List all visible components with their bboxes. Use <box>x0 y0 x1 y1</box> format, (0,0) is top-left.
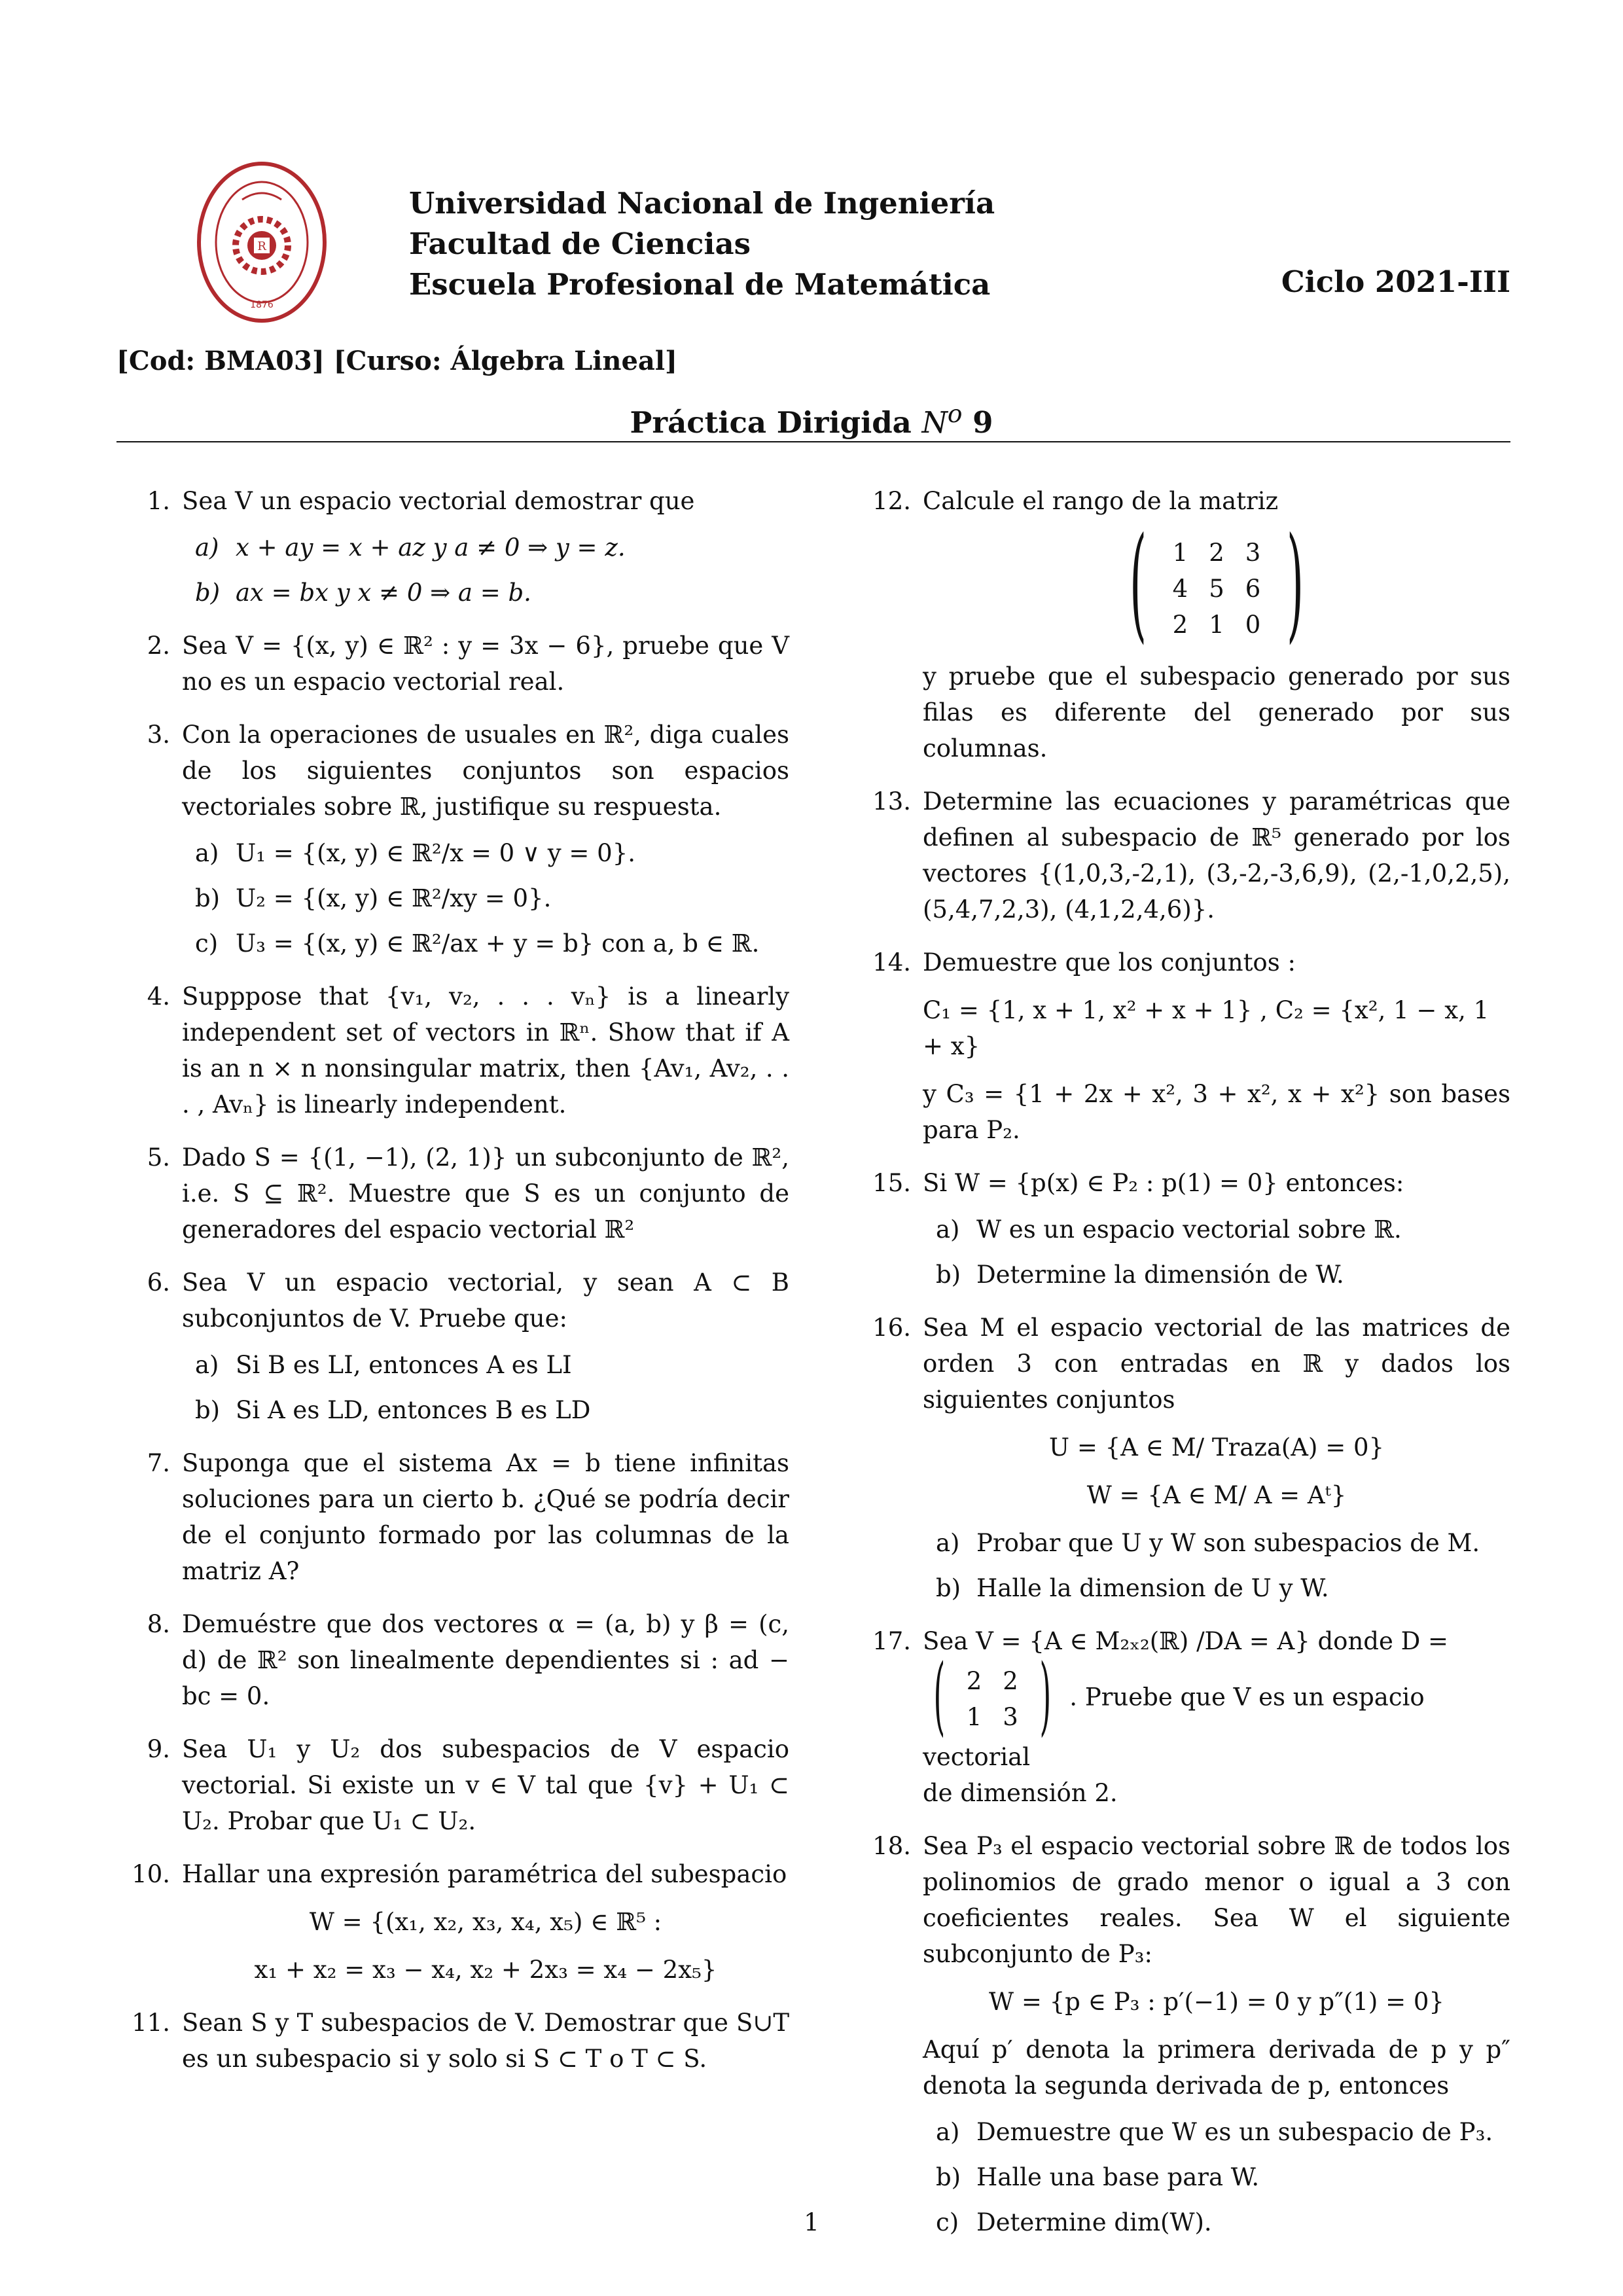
equation: W = {A ∈ M/ A = Aᵗ} <box>1086 1481 1347 1509</box>
school-name: Escuela Profesional de Matemática <box>409 267 991 302</box>
problem-5: 5. Dado S = {(1, −1), (2, 1)} un subconjunto de ℝ², i.e. S ⊆ ℝ². Muestre que S es un conjunto de generadores del espacio vectorial ℝ² <box>147 1143 789 1244</box>
problem-16: 16. Sea M el espacio vectorial de las matrices de orden 3 con entradas en ℝ y dados los siguientes conjuntos U = {A ∈ M/ Traza(A) = 0} W = {A ∈ M/ A = Aᵗ} a) Probar que U y W son subespacios de M. b) Halle la dimension de U y W. <box>872 1314 1510 1602</box>
problem-15: 15. Si W = {p(x) ∈ P₂ : p(1) = 0} entonces: a) W es un espacio vectorial sobre ℝ. b) Determine la dimensión de W. <box>872 1169 1404 1289</box>
problem-10: 10. Hallar una expresión paramétrica del subespacio W = {(x₁, x₂, x₃, x₄, x₅) ∈ ℝ⁵ : x₁ + x₂ = x₃ − x₄, x₂ + 2x₃ = x₄ − 2x₅} <box>116 1856 789 1988</box>
equation: W = {(x₁, x₂, x₃, x₄, x₅) ∈ ℝ⁵ : <box>309 1908 662 1936</box>
problem-11: 11. Sean S y T subespacios de V. Demostrar que S∪T es un subespacio si y solo si S ⊂ T o T ⊂ S. <box>132 2009 789 2073</box>
problem-8: 8. Demuéstre que dos vectores α = (a, b) y β = (c, d) de ℝ² son linealmente dependientes si : ad − bc = 0. <box>147 1610 789 1710</box>
left-column <box>116 483 789 2094</box>
title-divider <box>116 441 1510 442</box>
problem-7: 7. Suponga que el sistema Ax = b tiene infinitas soluciones para un cierto b. ¿Qué se podría decir de el conjunto formado por las columnas de la matriz A? <box>147 1449 789 1585</box>
course-code: [Cod: BMA03] [Curso: Álgebra Lineal] <box>116 346 677 376</box>
problem-1: 1. Sea V un espacio vectorial demostrar que a) x + ay = x + az y a ≠ 0 ⇒ y = z. b) ax = bx y x ≠ 0 ⇒ a = b. <box>147 487 695 607</box>
university-seal-logo <box>196 160 327 324</box>
problem-13: 13. Determine las ecuaciones y paramétricas que definen al subespacio de ℝ⁵ generado por los vectores {(1,0,3,-2,1), (3,-2,-3,6,9), (2,-1,0,2,5), (5,4,7,2,3), (4,1,2,4,6)}. <box>872 787 1510 924</box>
equation: C₁ = {1, x + 1, x² + x + 1} , C₂ = {x², 1 − x, 1 + x} <box>923 996 1489 1060</box>
equation: W = {p ∈ P₃ : p′(−1) = 0 y p″(1) = 0} <box>989 1988 1444 2016</box>
faculty-name: Facultad de Ciencias <box>409 226 751 261</box>
matrix-3x3: ( 1 2 3 4 5 6 2 1 0 ) <box>1129 511 1304 655</box>
problem-9: 9. Sea U₁ y U₂ dos subespacios de V espacio vectorial. Si existe un v ∈ V tal que {v} + U₁ ⊂ U₂. Probar que U₁ ⊂ U₂. <box>147 1735 789 1835</box>
problem-18: 18. Sea P₃ el espacio vectorial sobre ℝ de todos los polinomios de grado menor o igual a 3 con coeficientes reales. Sea W el siguiente subconjunto de P₃: W = {p ∈ P₃ : p′(−1) = 0 y p″(1) = 0} Aquí p′ denota la primera derivada de p y p″ denota la segunda derivada de p, entonces a) Demuestre que W es un subespacio de P₃. b) Halle una base para W. c) Determine dim(W). <box>872 1832 1510 2236</box>
problem-3: 3. Con la operaciones de usuales en ℝ², diga cuales de los siguientes conjuntos son espacios vectoriales sobre ℝ, justifique su respuesta. a) U₁ = {(x, y) ∈ ℝ²/x = 0 ∨ y = 0}. b) U₂ = {(x, y) ∈ ℝ²/xy = 0}. c) U₃ = {(x, y) ∈ ℝ²/ax + y = b} con a, b ∈ ℝ. <box>147 721 789 958</box>
problem-2: 2. Sea V = {(x, y) ∈ ℝ² : y = 3x − 6}, pruebe que V no es un espacio vectorial real. <box>147 632 789 696</box>
right-column <box>857 483 1510 2257</box>
matrix-table: 2 2 1 3 <box>966 1667 1018 1731</box>
problem-4: 4. Supppose that {v₁, v₂, . . . vₙ} is a linearly independent set of vectors in ℝⁿ. Show that if A is an n × n nonsingular matrix, then {Av₁, Av₂, . . . , Avₙ} is linearly independent. <box>147 982 789 1119</box>
problem-14: 14. Demuestre que los conjuntos : C₁ = {1, x + 1, x² + x + 1} , C₂ = {x², 1 − x, 1 + x} y C₃ = {1 + 2x + x², 3 + x², x + x²} son bases para P₂. <box>872 948 1510 1144</box>
problem-6: 6. Sea V un espacio vectorial, y sean A ⊂ B subconjuntos de V. Pruebe que: a) Si B es LI, entonces A es LI b) Si A es LD, entonces B es LD <box>147 1268 789 1424</box>
problem-17: 17. Sea V = {A ∈ M₂ₓ₂(ℝ) /DA = A} donde D = ( 2 2 1 3 ) . Pruebe que V es un espacio vectorial de dimensión 2. <box>872 1627 1449 1807</box>
problem-12: 12. Calcule el rango de la matriz ( 1 2 3 4 5 6 2 1 0 ) y pruebe que el subespacio generado por sus filas es diferente del generado por sus columnas. <box>872 487 1510 762</box>
equation: U = {A ∈ M/ Traza(A) = 0} <box>1048 1433 1385 1462</box>
page-number: 1 <box>804 2208 819 2236</box>
svg-text:1876: 1876 <box>250 300 274 310</box>
practice-title: Práctica Dirigida $N^o$ 9 <box>630 399 993 440</box>
equation: x₁ + x₂ = x₃ − x₄, x₂ + 2x₃ = x₄ − 2x₅} <box>254 1956 717 1984</box>
institution-block <box>409 183 995 305</box>
matrix-2x2: ( 2 2 1 3 ) <box>933 1645 1052 1745</box>
svg-text:R: R <box>257 240 266 253</box>
cycle-label: Ciclo 2021-III <box>1281 264 1510 299</box>
matrix-table: 1 2 3 4 5 6 2 1 0 <box>1172 539 1261 639</box>
university-name: Universidad Nacional de Ingeniería <box>409 186 995 221</box>
